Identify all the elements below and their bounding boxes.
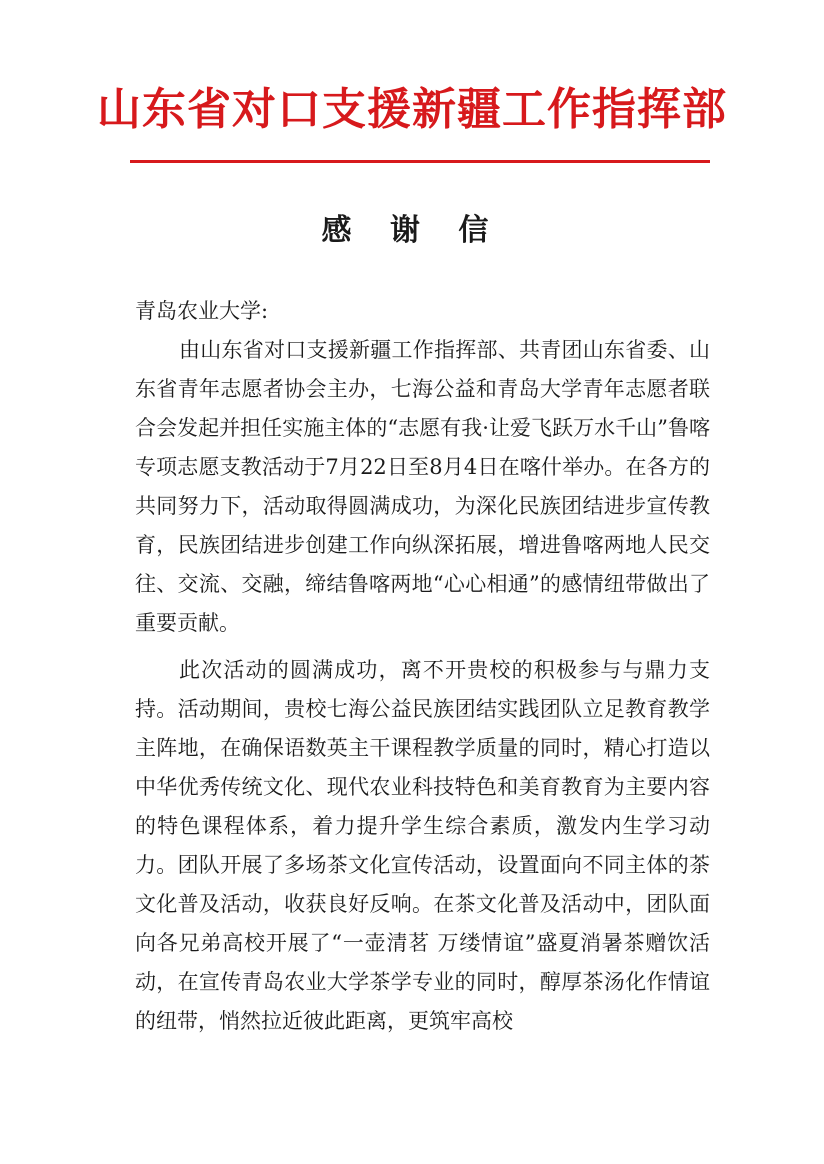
letterhead-divider — [130, 160, 710, 163]
paragraph-2: 此次活动的圆满成功，离不开贵校的积极参与与鼎力支持。活动期间，贵校七海公益民族团结实践团队立足教育教学主阵地，在确保语数英主干课程教学质量的同时，精心打造以中华优秀传统文化、现代农业科技特色和美育教育为主要内容的特色课程体系，着力提升学生综合素质，激发内生学习动力。团队开展了多场茶文化宣传活动，设置面向不同主体的茶文化普及活动，收获良好反响。在茶文化普及活动中，团队面向各兄弟高校开展了“一壶清茗 万缕情谊”盛夏消暑茶赠饮活动，在宣传青岛农业大学茶学专业的同时，醇厚茶汤化作情谊的纽带，悄然拉近彼此距离，更筑牢高校 — [135, 658, 710, 1033]
letter-body — [135, 292, 710, 1049]
paragraph-1: 由山东省对口支援新疆工作指挥部、共青团山东省委、山东省青年志愿者协会主办，七海公益和青岛大学青年志愿者联合会发起并担任实施主体的“志愿有我·让爱飞跃万水千山”鲁喀专项志愿支教活动于7月22日至8月4日在喀什举办。在各方的共同努力下，活动取得圆满成功，为深化民族团结进步宣传教育，民族团结进步创建工作向纵深拓展，增进鲁喀两地人民交往、交流、交融，缔结鲁喀两地“心心相通”的感情纽带做出了重要贡献。 — [135, 338, 710, 635]
letter-title: 感 谢 信 — [321, 213, 503, 248]
salutation: 青岛农业大学: — [135, 299, 269, 323]
letterhead-title: 山东省对口支援新疆工作指挥部 — [97, 84, 727, 135]
